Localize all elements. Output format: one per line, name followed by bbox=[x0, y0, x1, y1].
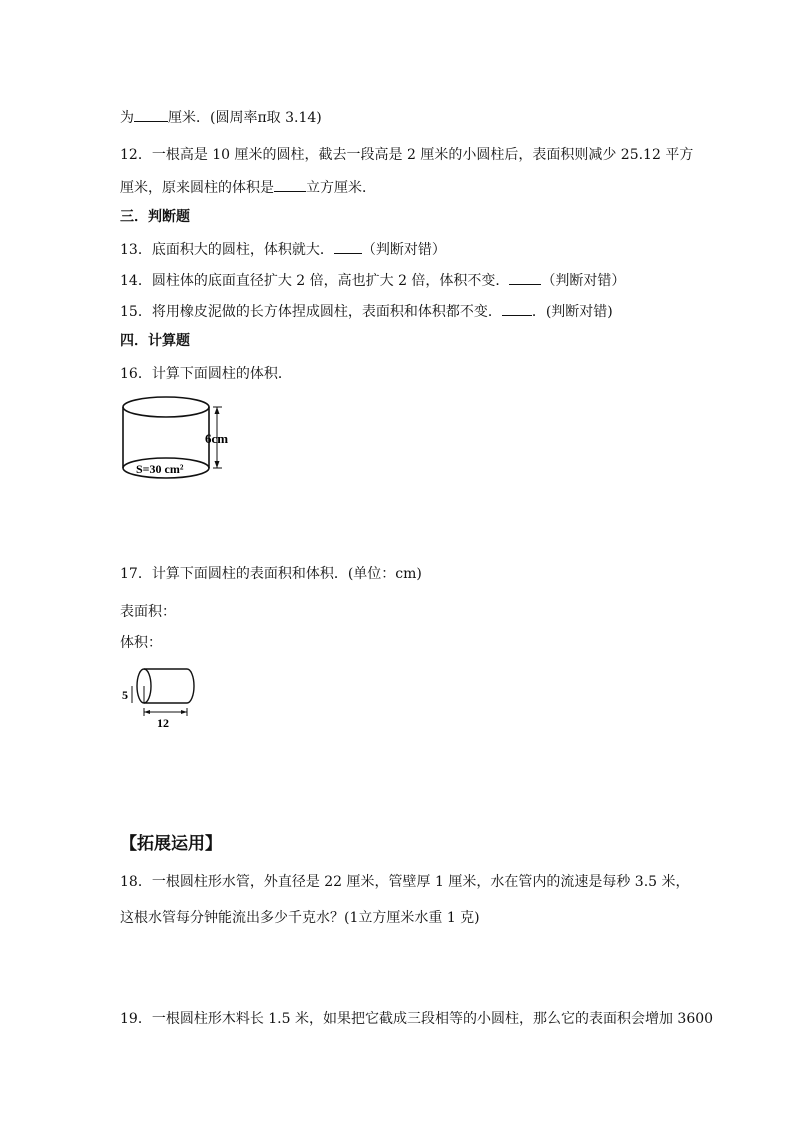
base-area-label: S=30 cm² bbox=[136, 462, 184, 476]
q12-line1: 12．一根高是 10 厘米的圆柱，截去一段高是 2 厘米的小圆柱后，表面积则减少 25.12 平方 bbox=[120, 147, 694, 163]
cylinder-top bbox=[123, 397, 209, 417]
cylinder-figure-q17 bbox=[118, 664, 202, 734]
q14 bbox=[120, 270, 625, 290]
q14-text: 14．圆柱体的底面直径扩大 2 倍，高也扩大 2 倍，体积不变． bbox=[120, 273, 510, 289]
q16-text: 16．计算下面圆柱的体积． bbox=[120, 366, 292, 382]
arrow-left-icon bbox=[144, 710, 150, 714]
q13-suffix: （判断对错） bbox=[361, 242, 446, 258]
cylinder-right-end bbox=[187, 669, 194, 703]
arrow-up-icon bbox=[215, 407, 220, 414]
q12-line2 bbox=[120, 177, 376, 197]
q15 bbox=[120, 301, 613, 321]
answer-blank[interactable] bbox=[509, 270, 541, 285]
q15-text: 15．将用橡皮泥做的长方体捏成圆柱，表面积和体积都不变． bbox=[120, 304, 502, 320]
section-title-extension: 【拓展运用】 bbox=[120, 834, 222, 854]
q15-suffix: ．(判断对错) bbox=[531, 304, 613, 320]
answer-blank[interactable] bbox=[134, 107, 168, 122]
radius-label: 5 bbox=[122, 688, 128, 702]
q11-prefix: 为 bbox=[120, 110, 134, 126]
q12-suffix: 立方厘米． bbox=[306, 180, 376, 196]
q12-prefix: 厘米，原来圆柱的体积是 bbox=[120, 180, 274, 196]
cylinder-figure-q16 bbox=[118, 392, 238, 488]
height-label: 6cm bbox=[205, 431, 229, 446]
volume-label: 体积： bbox=[120, 635, 162, 651]
surface-area-label: 表面积： bbox=[120, 604, 176, 620]
length-label: 12 bbox=[157, 716, 169, 730]
q13-text: 13．底面积大的圆柱，体积就大． bbox=[120, 242, 334, 258]
q18-line1: 18．一根圆柱形水管，外直径是 22 厘米，管壁厚 1 厘米，水在管内的流速是每秒 3.5 米， bbox=[120, 874, 690, 890]
q18-line2: 这根水管每分钟能流出多少千克水？(1立方厘米水重 1 克) bbox=[120, 910, 480, 926]
q19-line1: 19．一根圆柱形木料长 1.5 米，如果把它截成三段相等的小圆柱，那么它的表面积会增加 3600 bbox=[120, 1011, 714, 1027]
section-title-calculation: 四．计算题 bbox=[120, 333, 190, 349]
answer-blank[interactable] bbox=[334, 239, 362, 254]
arrow-right-icon bbox=[181, 710, 187, 714]
q11-suffix: 厘米．(圆周率π取 3.14) bbox=[168, 110, 322, 126]
q14-suffix: （判断对错） bbox=[541, 273, 626, 289]
q11-tail bbox=[120, 107, 322, 127]
section-title-judgement: 三．判断题 bbox=[120, 209, 190, 225]
answer-blank[interactable] bbox=[502, 301, 532, 316]
arrow-down-icon bbox=[215, 461, 220, 468]
answer-blank[interactable] bbox=[274, 177, 306, 192]
q13 bbox=[120, 239, 446, 259]
q17-text: 17．计算下面圆柱的表面积和体积．(单位：cm) bbox=[120, 566, 422, 582]
